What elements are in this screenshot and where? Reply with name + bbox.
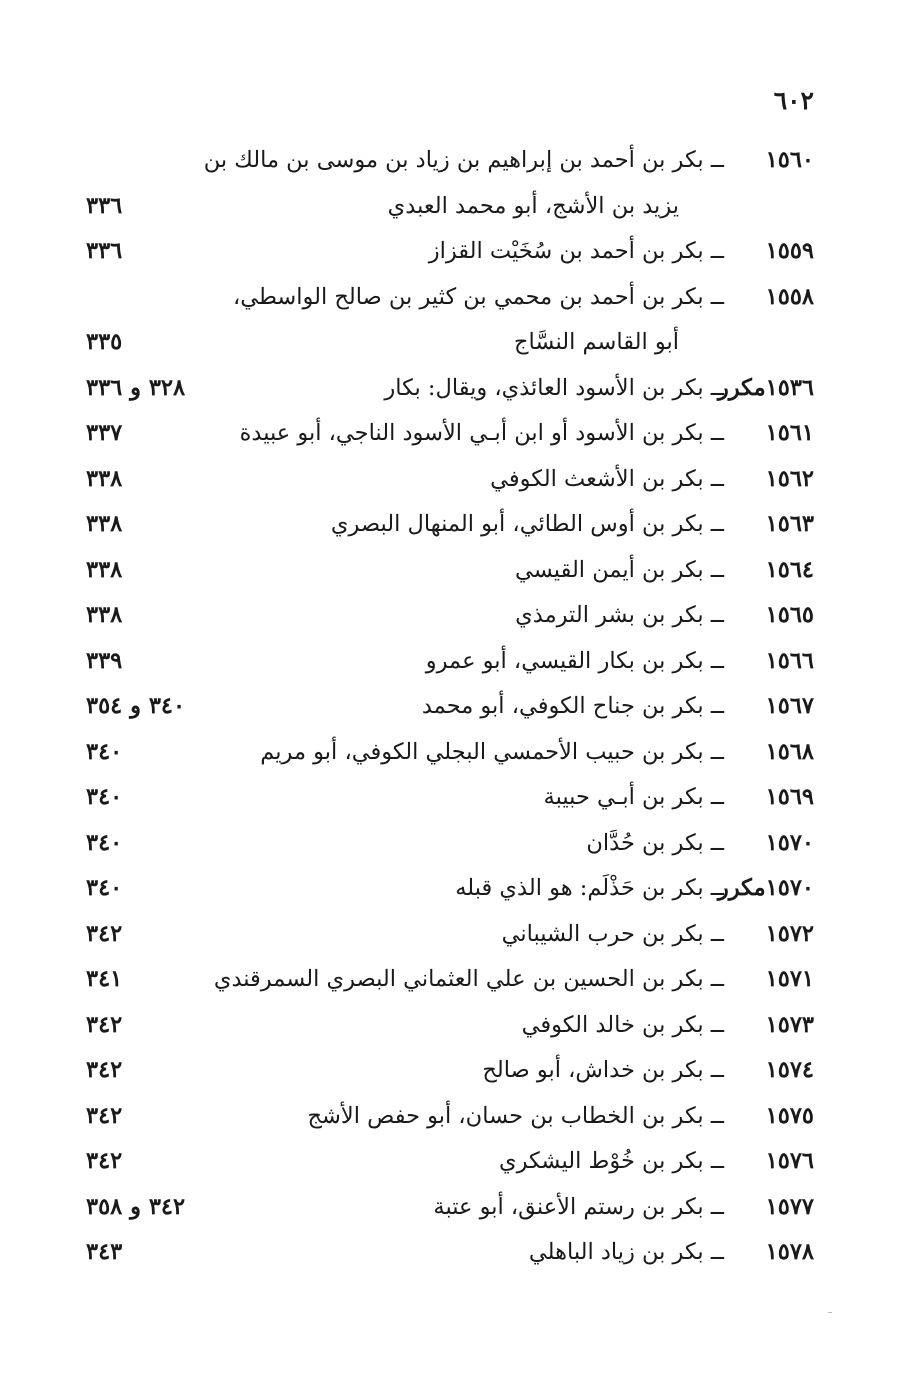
entry-page-ref: ٣٣٨	[86, 602, 123, 628]
entry-number: ١٥٦٥	[765, 602, 814, 628]
entry-number: ١٥٥٩	[765, 238, 814, 264]
entry-name: يزيد بن الأشج، أبو محمد العبدي	[387, 192, 679, 219]
entry-name: ــ بكر بن أحمد بن إبراهيم بن زياد بن موسى بن مالك بن	[203, 147, 724, 173]
entry-name: ــ بكر بن الأشعث الكوفي	[490, 465, 724, 492]
entry-name: ــ بكر بن رستم الأعنق، أبو عتبة	[433, 1193, 724, 1220]
entry-number: ١٥٧٠مكرر	[717, 875, 814, 901]
entry-page-ref: ٣٤٠	[86, 875, 123, 901]
entry-page-ref: ٣٤٠	[86, 829, 123, 856]
entry-number: ١٥٧٠	[765, 829, 814, 856]
index-entry	[0, 1139, 924, 1185]
entry-name: ــ بكر بن بكار القيسي، أبو عمرو	[425, 647, 724, 674]
entry-name: ــ بكر بن زياد الباهلي	[528, 1239, 724, 1265]
index-entry	[0, 548, 924, 594]
scan-speck	[828, 1312, 832, 1313]
entry-number: ١٥٧٤	[765, 1057, 814, 1083]
index-entry	[0, 411, 924, 457]
entry-page-ref: ٣٣٦	[86, 192, 123, 219]
index-entry	[0, 1094, 924, 1140]
entry-name: ــ بكر بن خُوْط اليشكري	[498, 1148, 724, 1174]
entry-name: ــ بكر بن بشر الترمذي	[515, 602, 724, 628]
entry-name: ــ بكر بن الأسود العائذي، ويقال: بكار	[384, 374, 724, 401]
entry-name: ــ بكر بن حبيب الأحمسي البجلي الكوفي، أبو مريم	[260, 738, 724, 765]
entry-page-ref: ٣٢٨ و ٣٣٦	[86, 374, 186, 401]
entry-name: ــ بكر بن أحمد بن سُخَيْت القزاز	[428, 238, 724, 264]
entry-number: ١٥٧٣	[765, 1011, 814, 1038]
page-number: ٦٠٢	[773, 86, 814, 115]
index-list	[0, 138, 924, 1276]
entry-page-ref: ٣٣٧	[86, 420, 123, 446]
entry-name: ــ بكر بن الخطاب بن حسان، أبو حفص الأشج	[307, 1102, 724, 1129]
index-entry	[0, 229, 924, 275]
index-entry	[0, 366, 924, 412]
entry-page-ref: ٣٤٠	[86, 738, 123, 765]
entry-name: ــ بكر بن حُدَّان	[586, 829, 724, 856]
index-entry	[0, 1185, 924, 1231]
entry-page-ref: ٣٣٥	[86, 329, 123, 355]
index-entry-continuation	[0, 320, 924, 366]
index-entry-continuation	[0, 184, 924, 230]
entry-name: ــ بكر بن الحسين بن علي العثماني البصري السمرقندي	[213, 966, 724, 992]
entry-page-ref: ٣٤٢	[86, 1057, 123, 1083]
entry-name: ــ بكر بن حرب الشيباني	[501, 920, 724, 947]
index-entry	[0, 821, 924, 867]
entry-number: ١٥٧١	[765, 966, 814, 992]
entry-page-ref: ٣٣٨	[86, 465, 123, 492]
entry-page-ref: ٣٤٢	[86, 920, 123, 947]
entry-number: ١٥٧٦	[765, 1148, 814, 1174]
entry-name: ــ بكر بن أيمن القيسي	[514, 556, 724, 583]
entry-name: ــ بكر بن خداش، أبو صالح	[482, 1057, 724, 1083]
entry-number: ١٥٦٣	[765, 511, 814, 537]
index-entry	[0, 1230, 924, 1276]
entry-page-ref: ٣٣٩	[86, 647, 123, 674]
index-entry	[0, 775, 924, 821]
index-entry	[0, 138, 924, 184]
entry-number: ١٥٧٧	[765, 1193, 814, 1220]
entry-name: أبو القاسم النسَّاج	[514, 329, 679, 355]
entry-number: ١٥٥٨	[765, 283, 814, 310]
entry-number: ١٥٦٢	[765, 465, 814, 492]
index-entry	[0, 639, 924, 685]
entry-name: ــ بكر بن أبـي حبيبة	[543, 784, 724, 810]
index-entry	[0, 593, 924, 639]
entry-number: ١٥٧٥	[765, 1102, 814, 1129]
entry-page-ref: ٣٣٦	[86, 238, 123, 264]
index-entry	[0, 912, 924, 958]
entry-number: ١٥٦٦	[765, 647, 814, 674]
entry-name: ــ بكر بن حَذْلَم: هو الذي قبله	[455, 875, 724, 901]
entry-name: ــ بكر بن خالد الكوفي	[521, 1011, 724, 1038]
index-entry	[0, 866, 924, 912]
entry-number: ١٥٧٨	[765, 1239, 814, 1265]
index-entry	[0, 730, 924, 776]
entry-page-ref: ٣٤٠ و ٣٥٤	[86, 693, 186, 719]
entry-page-ref: ٣٤١	[86, 966, 123, 992]
entry-number: ١٥٣٦مكرر	[717, 374, 814, 401]
entry-page-ref: ٣٤٠	[86, 784, 123, 810]
index-entry	[0, 957, 924, 1003]
entry-page-ref: ٣٤٢	[86, 1102, 123, 1129]
index-entry	[0, 684, 924, 730]
entry-number: ١٥٦١	[765, 420, 814, 446]
index-entry	[0, 1048, 924, 1094]
entry-page-ref: ٣٣٨	[86, 511, 123, 537]
index-entry	[0, 457, 924, 503]
entry-name: ــ بكر بن جناح الكوفي، أبو محمد	[421, 693, 724, 719]
entry-page-ref: ٣٤٢	[86, 1148, 123, 1174]
entry-number: ١٥٦٧	[765, 693, 814, 719]
entry-number: ١٥٦٠	[765, 147, 814, 173]
entry-number: ١٥٦٩	[765, 784, 814, 810]
entry-name: ــ بكر بن أحمد بن محمي بن كثير بن صالح الواسطي،	[232, 283, 724, 310]
entry-number: ١٥٦٤	[765, 556, 814, 583]
entry-page-ref: ٣٤٢	[86, 1011, 123, 1038]
entry-page-ref: ٣٣٨	[86, 556, 123, 583]
index-entry	[0, 1003, 924, 1049]
index-entry	[0, 502, 924, 548]
entry-page-ref: ٣٤٣	[86, 1239, 123, 1265]
entry-number: ١٥٧٢	[765, 920, 814, 947]
entry-name: ــ بكر بن أوس الطائي، أبو المنهال البصري	[330, 511, 724, 537]
entry-number: ١٥٦٨	[765, 738, 814, 765]
entry-name: ــ بكر بن الأسود أو ابن أبـي الأسود الناجي، أبو عبيدة	[239, 420, 724, 446]
index-entry	[0, 275, 924, 321]
entry-page-ref: ٣٤٢ و ٣٥٨	[86, 1193, 186, 1220]
